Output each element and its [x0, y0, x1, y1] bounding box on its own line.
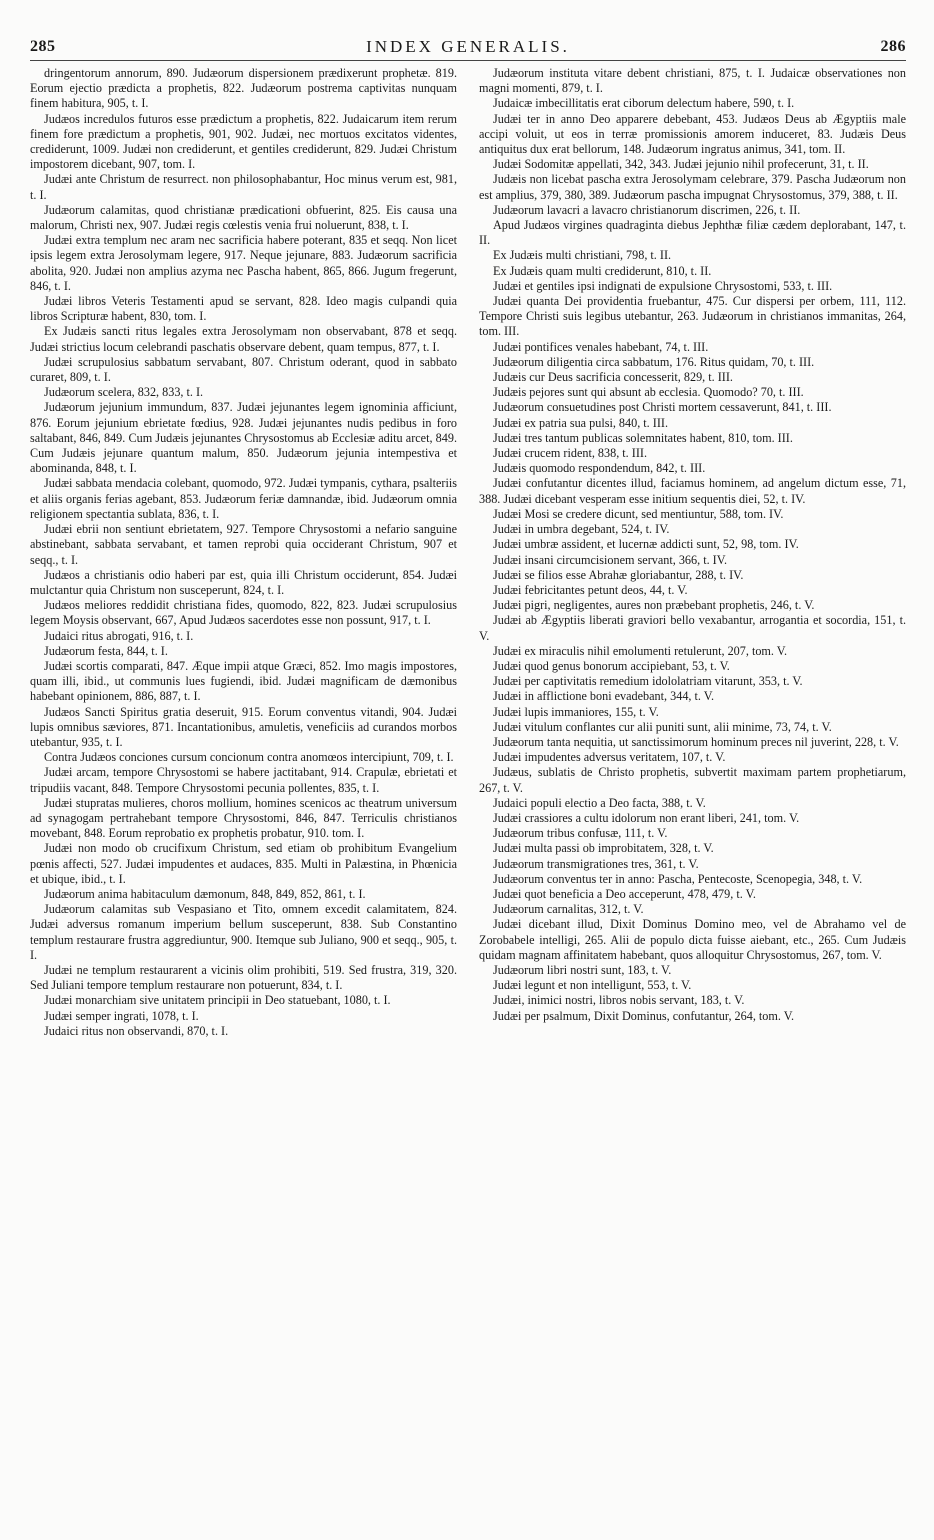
index-entry: Judæi quod genus bonorum accipiebant, 53, t. V.: [493, 658, 730, 673]
index-entry: Judæi et gentiles ipsi indignati de expulsione Chrysostomi, 533, t. III.: [493, 278, 833, 293]
index-entry: Judæi per psalmum, Dixit Dominus, confutantur, 264, tom. V.: [493, 1008, 795, 1023]
index-entry: Judæi ab Ægyptiis liberati graviori bello vexabantur, arrogantia et socordia, 151, t. V.: [479, 613, 906, 643]
index-entry: Judæos Sancti Spiritus gratia deseruit, 915. Eorum conventus vitandi, 904. Judæi lupis omnibus sæviores, 871. Incantationibus, amuletis, veneficiis ad curandos morbos utebantur, 935, t. I.: [30, 704, 457, 749]
index-entry: Judæi confutantur dicentes illud, faciamus hominem, ad angelum dictum esse, 71, 388. Judæi dicebant vesperam esse initium sequentis diei, 52, t. IV.: [479, 476, 906, 506]
index-entry: Judæos incredulos futuros esse prædictum a prophetis, 822. Judaicarum item rerum finem fore prædictum a prophetis, 901, 902. Judæi, nec mortuos excitatos videntes, crediderunt, 1009. Judæi non crediderunt, et gentiles crediderunt, 829. Judæi Christum impostorem dicebant, 907, tom. I.: [30, 111, 457, 172]
index-entry: Judæi insani circumcisionem servant, 366, t. IV.: [493, 552, 728, 567]
left-column: [30, 66, 457, 1520]
index-entry: Judæorum calamitas, quod christianæ prædicationi obfuerint, 825. Eis causa una malorum, Christi nex, 907. Judæi regis cœlestis venia frui noluerunt, 838, t. I.: [30, 202, 457, 233]
page-header: [30, 34, 906, 60]
index-entry: Judæi ebrii non sentiunt ebrietatem, 927. Tempore Chrysostomi a nefario sanguine abstinebant, sabbata servabant, et tamen reprobi quia occiderant Christum, 907 et seqq., t. I.: [30, 522, 457, 567]
right-column: [479, 66, 906, 1520]
index-entry: Judæorum festa, 844, t. I.: [44, 643, 168, 658]
index-entry: Judæorum diligentia circa sabbatum, 176. Ritus quidam, 70, t. III.: [493, 354, 815, 369]
index-entry: Judæi multa passi ob improbitatem, 328, t. V.: [493, 841, 714, 856]
index-entry: Judæis non licebat pascha extra Jerosolymam celebrare, 379. Pascha Judæorum non est amplius, 379, 380, 389. Judæorum pascha impugnat Chrysostomus, 379, 388, t. II.: [479, 172, 906, 202]
index-entry: Judæis cur Deus sacrificia concesserit, 829, t. III.: [493, 370, 733, 385]
index-entry: Judæi stupratas mulieres, choros mollium, homines scenicos ac theatrum universum ad synagogam pertrahebant tempore Chrysostomi, 846, 847. Terriculis christianos movebant, 848. Eorum reprobatio ex prophetis probatur, 910. tom. I.: [30, 795, 457, 841]
index-entry: Judæi libros Veteris Testamenti apud se servant, 828. Ideo magis culpandi quia libros Scripturæ habent, 830, tom. I.: [30, 294, 457, 324]
index-entry: Judæi se filios esse Abrahæ gloriabantur, 288, t. IV.: [493, 567, 744, 582]
index-entry: Judæorum instituta vitare debent christiani, 875, t. I. Judaicæ observationes non magni momenti, 879, t. I.: [479, 66, 906, 96]
index-entry: Judæi ter in anno Deo apparere debebant, 453. Judæos Deus ab Ægyptiis male accipi voluit, ut eos in terræ promissionis amorem induceret, 83. Judæis Deus antiquitus dux erat bellorum, 148. Judæorum ingratus animus, 341, tom. II.: [479, 111, 906, 157]
index-entry: Judæi pontifices venales habebant, 74, t. III.: [493, 339, 709, 354]
index-entry: Judæus, sublatis de Christo prophetis, subvertit maximam partem prophetiarum, 267, t. V.: [479, 765, 906, 795]
page-number-right: 286: [880, 38, 906, 55]
index-entry: Judæis pejores sunt qui absunt ab ecclesia. Quomodo? 70, t. III.: [493, 385, 804, 400]
index-entry: Judæos meliores reddidit christiana fides, quomodo, 822, 823. Judæi scrupulosius legem Moysis observant, 667, Apud Judæos sacerdotes esse non possunt, 917, t. I.: [30, 598, 457, 628]
index-entry: Judæi umbræ assident, et lucernæ addicti sunt, 52, 98, tom. IV.: [493, 537, 799, 552]
index-entry: Judæi lupis immaniores, 155, t. V.: [493, 704, 659, 719]
index-entry: Judæorum consuetudines post Christi mortem cessaverunt, 841, t. III.: [493, 400, 832, 415]
index-entry: Judæorum jejunium immundum, 837. Judæi jejunantes legem ignominia afficiunt, 876. Eorum jejunium ebrietate fœdius, 928. Judæi jejunantes nudis pedibus in foro saltabant, 846, 849. Cum Judæis jejunantes Chrysostomus ab Ecclesiæ aditu arcet, 849. Cum Judæis jejunare quantum malum, 850. Judæorum jejunia intempestiva et abominanda, 848, t. I.: [30, 400, 457, 476]
index-entry: Judæi scortis comparati, 847. Æque impii atque Græci, 852. Imo magis impostores, quam illi, ibid., ut communis lues fugiendi, ibid. Judæi magnificam de dæmonibus habebant opinionem, 886, 887, t. I.: [30, 658, 457, 704]
index-entry: Judæi ante Christum de resurrect. non philosophabantur, Hoc minus verum est, 981, t. I.: [30, 172, 457, 202]
index-entry: Judæorum tanta nequitia, ut sanctissimorum hominum preces nil juverint, 228, t. V.: [493, 734, 899, 749]
index-entry: Judaici ritus abrogati, 916, t. I.: [44, 628, 194, 643]
index-entry: Judæorum lavacri a lavacro christianorum discrimen, 226, t. II.: [493, 202, 801, 217]
index-entry: Judaici populi electio a Deo facta, 388, t. V.: [493, 795, 706, 810]
index-entry: Judæi ex patria sua pulsi, 840, t. III.: [493, 415, 668, 430]
index-entry: Judæi monarchiam sive unitatem principii in Deo statuebant, 1080, t. I.: [44, 993, 391, 1008]
index-entry: Judæi ex miraculis nihil emolumenti retulerunt, 207, tom. V.: [493, 643, 788, 658]
index-entry: Judæi vitulum conflantes cur alii puniti sunt, alii minime, 73, 74, t. V.: [493, 719, 832, 734]
index-entry: Judæi in afflictione boni evadebant, 344, t. V.: [493, 689, 715, 704]
index-entry: Judæorum conventus ter in anno: Pascha, Pentecoste, Scenopegia, 348, t. V.: [493, 871, 863, 886]
index-entry: Judæi extra templum nec aram nec sacrificia habere poterant, 835 et seqq. Non licet ipsis legem extra Jerosolymam legere, 917. Neque jejunare, 883. Judæorum sacrificia abolita, 920. Judæi non amplius azyma nec Pascha habent, 865, 866. Jugum fregerunt, 846, t. I.: [30, 233, 457, 293]
index-entry: Ex Judæis sancti ritus legales extra Jerosolymam non observabant, 878 et seqq. Judæi strictius locum celebrandi paschatis observare debent, quam tempus, 877, t. I.: [30, 324, 457, 354]
index-columns: [30, 66, 906, 1520]
index-entry: Judæi crucem rident, 838, t. III.: [493, 446, 647, 461]
index-entry: Apud Judæos virgines quadraginta diebus Jephthæ filiæ cædem deplorabant, 147, t. II.: [479, 218, 906, 248]
index-entry: Judaici ritus non observandi, 870, t. I.: [44, 1023, 229, 1038]
index-entry: Judæi tres tantum publicas solemnitates habent, 810, tom. III.: [493, 430, 793, 445]
index-entry: Judæorum scelera, 832, 833, t. I.: [44, 385, 204, 400]
index-entry: dringentorum annorum, 890. Judæorum dispersionem prædixerunt prophetæ. 819. Eorum ejectio prædicta a prophetis, 822. Judæorum postrema captivitas nunquam finem habitura, 905, t. I.: [30, 66, 457, 111]
index-entry: Judæi, inimici nostri, libros nobis servant, 183, t. V.: [493, 993, 745, 1008]
index-entry: Judæorum libri nostri sunt, 183, t. V.: [493, 962, 672, 977]
index-entry: Judæi impudentes adversus veritatem, 107, t. V.: [493, 750, 726, 765]
index-entry: Judæi non modo ob crucifixum Christum, sed etiam ob prohibitum Evangelium pœnis affecti, 527. Judæi impudentes et audaces, 835. Multi in Palæstina, in Phœnicia et ubique, ibid., t. I.: [30, 841, 457, 886]
index-entry: Ex Judæis multi christiani, 798, t. II.: [493, 248, 672, 263]
index-entry: Judæis quomodo respondendum, 842, t. III.: [493, 461, 706, 476]
index-entry: Judæi in umbra degebant, 524, t. IV.: [493, 522, 670, 537]
index-entry: Judæos a christianis odio haberi par est, quia illi Christum occiderunt, 854. Judæi mulctantur quia Christum non susceperunt, 824, t. I.: [30, 567, 457, 597]
index-entry: Judæi semper ingrati, 1078, t. I.: [44, 1008, 199, 1023]
index-entry: Judæi Mosi se credere dicunt, sed mentiuntur, 588, tom. IV.: [493, 506, 784, 521]
page-number-left: 285: [30, 38, 56, 55]
index-entry: Contra Judæos conciones cursum concionum contra anomœos intercipiunt, 709, t. I.: [44, 750, 454, 765]
index-entry: Judæi febricitantes petunt deos, 44, t. V.: [493, 582, 688, 597]
index-entry: Judæi scrupulosius sabbatum servabant, 807. Christum oderant, quod in sabbato curaret, 809, t. I.: [30, 354, 457, 385]
index-entry: Judæi pigri, negligentes, aures non præbebant prophetis, 246, t. V.: [493, 598, 815, 613]
index-entry: Judæi crassiores a cultu idolorum non erant liberi, 241, tom. V.: [493, 810, 800, 825]
index-entry: Judæi ne templum restaurarent a vicinis olim prohibiti, 519. Sed frustra, 319, 320. Sed Juliani tempore templum restaurare non potuerunt, 834, t. I.: [30, 962, 457, 993]
header-rule: [30, 60, 906, 61]
index-entry: Judaicæ imbecillitatis erat ciborum delectum habere, 590, t. I.: [493, 96, 795, 111]
running-title: INDEX GENERALIS.: [366, 37, 570, 56]
index-entry: Judæorum calamitas sub Vespasiano et Tito, omnem excedit calamitatem, 824. Judæi adversus romanum imperium bellum susceperunt, 838. Sub Constantino templum restaurare frustra aggrediuntur, 900. Itemque sub Juliano, 900 et seqq., 905, t. I.: [30, 902, 457, 962]
index-entry: Judæorum transmigrationes tres, 361, t. V.: [493, 856, 699, 871]
index-entry: Judæorum anima habitaculum dæmonum, 848, 849, 852, 861, t. I.: [44, 886, 366, 901]
index-entry: Judæi sabbata mendacia colebant, quomodo, 972. Judæi tympanis, cythara, psalteriis et aliis organis ferias agebant, 853. Judæorum feriæ damnandæ, ibid. Judæorum omnia religionem spectantia sublata, 836, t. I.: [30, 476, 457, 521]
index-entry: Judæi quot beneficia a Deo acceperunt, 478, 479, t. V.: [493, 886, 756, 901]
index-entry: Judæi legunt et non intelligunt, 553, t. V.: [493, 978, 692, 993]
index-entry: Judæi arcam, tempore Chrysostomi se habere jactitabant, 914. Crapulæ, ebrietati et tripudiis vacant, 848. Tempore Chrysostomi pecunia pollentes, 835, t. I.: [30, 765, 457, 795]
index-entry: Judæorum tribus confusæ, 111, t. V.: [493, 826, 668, 841]
index-entry: Judæi quanta Dei providentia fruebantur, 475. Cur dispersi per orbem, 111, 112. Tempore Christi suis legibus utebantur, 263. Judæorum in christianos immanitas, 264, tom. III.: [479, 294, 906, 339]
index-entry: Ex Judæis quam multi crediderunt, 810, t. II.: [493, 263, 712, 278]
index-entry: Judæi dicebant illud, Dixit Dominus Domino meo, vel de Abrahamo vel de Zorobabele intelligi, 265. Alii de populo dicta fuisse aiebant, etc., 265. Cum Judæis quidam magnam affinitatem habebant, quos alloquitur Chrysostomus, 267, tom. V.: [479, 917, 906, 962]
index-entry: Judæi per captivitatis remedium idololatriam vitarunt, 353, t. V.: [493, 674, 803, 689]
index-entry: Judæorum carnalitas, 312, t. V.: [493, 902, 644, 917]
index-entry: Judæi Sodomitæ appellati, 342, 343. Judæi jejunio nihil profecerunt, 31, t. II.: [493, 157, 869, 172]
